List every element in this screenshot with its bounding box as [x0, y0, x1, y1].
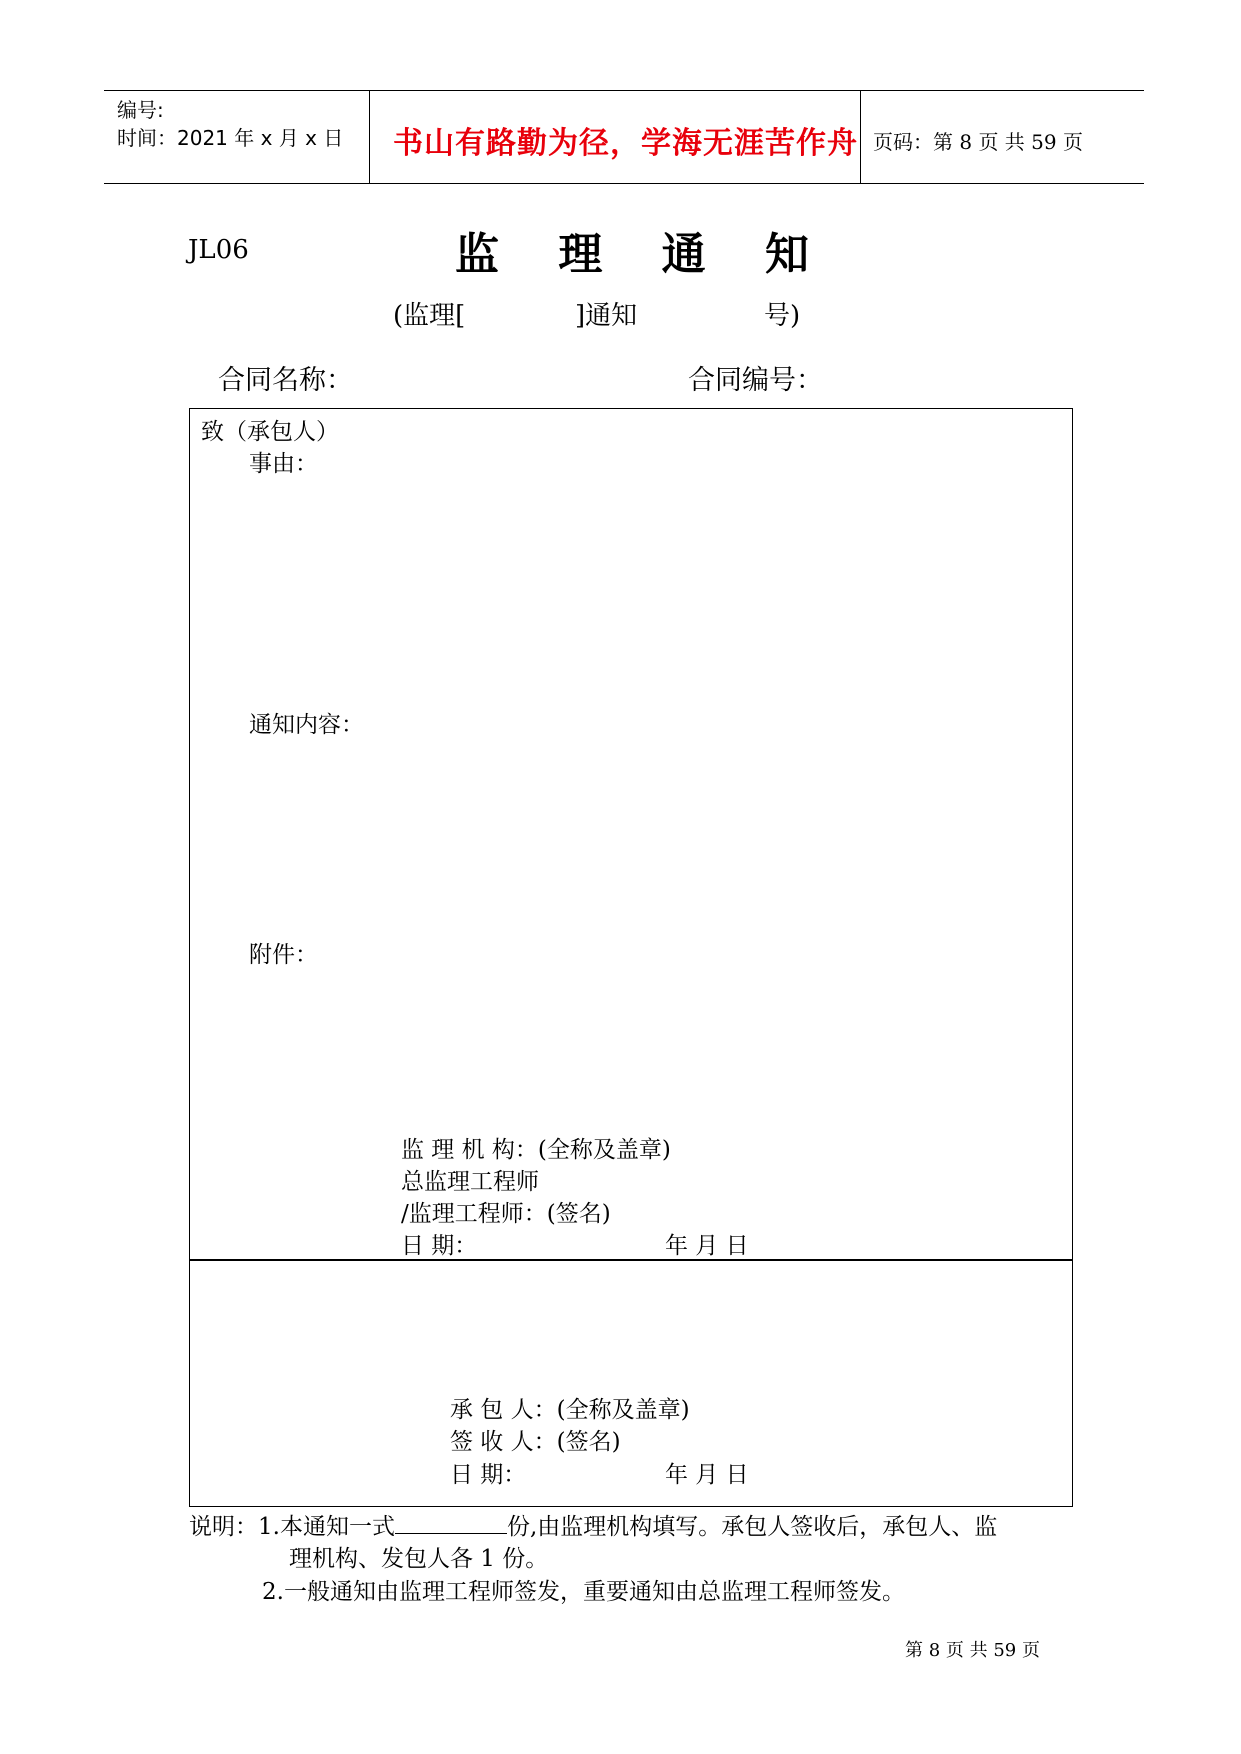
signee-line: 签 收 人：(签名): [450, 1429, 621, 1455]
date-label-2: 日 期：: [450, 1462, 527, 1488]
to-contractor-label: 致（承包人）: [201, 419, 339, 445]
contract-number-label: 合同编号：: [688, 365, 823, 396]
date-ymd-1: 年 月 日: [665, 1233, 749, 1259]
receipt-box: [189, 1259, 1073, 1507]
header-time: 时间：2021 年 x 月 x 日: [117, 126, 344, 150]
note-line-1: [189, 1508, 997, 1541]
header-page-code: 页码：第 8 页 共 59 页: [873, 130, 1083, 154]
note-line-1-start: 说明：1.本通知一式: [189, 1514, 395, 1540]
header-divider-right: [860, 90, 861, 184]
notice-number-open: (监理[: [393, 301, 466, 331]
header-number-label: 编号:: [117, 98, 164, 122]
note-line-2: 理机构、发包人各 1 份。: [289, 1546, 549, 1572]
header-motto: 书山有路勤为径，学海无涯苦作舟: [393, 126, 858, 161]
footer-page-number: 第 8 页 共 59 页: [905, 1640, 1040, 1661]
header-top-rule: [104, 90, 1144, 91]
header-divider-left: [369, 90, 370, 184]
chief-engineer-line: 总监理工程师: [401, 1169, 539, 1195]
date-label-1: 日 期：: [401, 1233, 478, 1259]
contract-name-label: 合同名称：: [218, 365, 353, 396]
copies-blank: [395, 1511, 507, 1534]
date-ymd-2: 年 月 日: [665, 1462, 749, 1488]
note-line-3: 2.一般通知由监理工程师签发，重要通知由总监理工程师签发。: [262, 1579, 905, 1605]
note-line-1-end: 份,由监理机构填写。承包人签收后，承包人、监: [506, 1514, 998, 1540]
form-title: 监 理 通 知: [455, 229, 831, 280]
contractor-line: 承 包 人：(全称及盖章): [450, 1397, 690, 1423]
form-code: JL06: [188, 235, 249, 265]
header-bottom-rule: [104, 183, 1144, 184]
supervisor-org-line: 监 理 机 构：(全称及盖章): [401, 1137, 671, 1163]
notice-number-end: 号): [764, 301, 801, 331]
engineer-sign-line: /监理工程师：(签名): [401, 1201, 611, 1227]
reason-label: 事由：: [249, 451, 318, 477]
attachment-label: 附件：: [249, 942, 318, 968]
notice-content-label: 通知内容：: [249, 712, 364, 738]
notice-number-mid: ]通知: [575, 301, 638, 331]
